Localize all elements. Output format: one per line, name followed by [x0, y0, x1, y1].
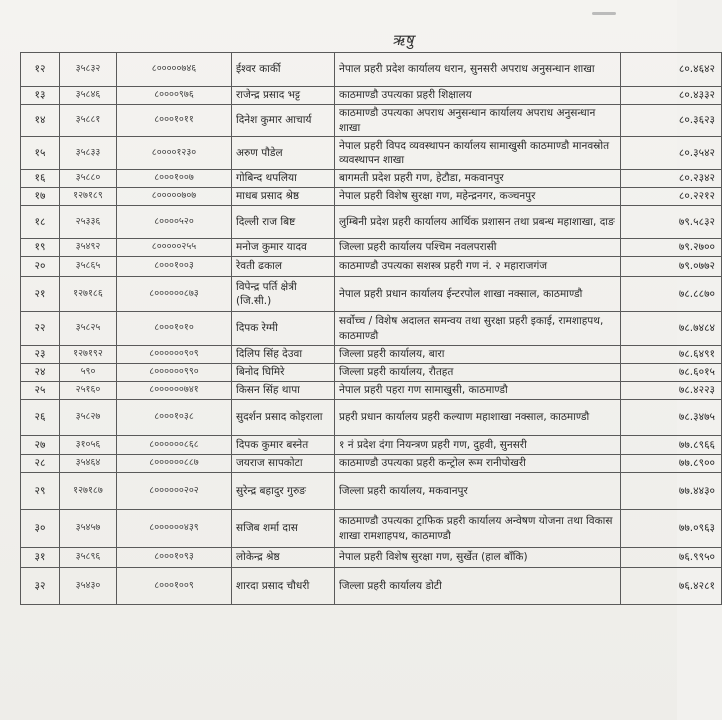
- score-cell: ७८.६४९१: [621, 346, 722, 364]
- table-row: [21, 188, 722, 206]
- office-cell: सर्वोच्च / विशेष अदालत समन्वय तथा सुरक्षा प्रहरी इकाई, रामशाहपथ, काठमाण्डौ: [335, 312, 621, 346]
- score-cell: ७७.४४३०: [621, 473, 722, 510]
- roll-number-cell: २५१६०: [60, 382, 117, 400]
- serial-number-cell: १५: [21, 137, 60, 170]
- roll-number-cell: ३५८८१: [60, 105, 117, 137]
- name-cell: दिपक रेग्मी: [232, 312, 335, 346]
- score-cell: ७८.३४७५: [621, 400, 722, 436]
- roll-number-cell: १२७१९२: [60, 346, 117, 364]
- table-row: [21, 277, 722, 312]
- office-cell: नेपाल प्रहरी प्रधान कार्यालय ईन्टरपोल शाखा नक्साल, काठमाण्डौ: [335, 277, 621, 312]
- code-number-cell: ८००००००४३९: [117, 510, 232, 548]
- code-number-cell: ८००००१२३०: [117, 137, 232, 170]
- table-row: [21, 400, 722, 436]
- code-number-cell: ८०००१०३८: [117, 400, 232, 436]
- office-cell: प्रहरी प्रधान कार्यालय प्रहरी कल्याण महाशाखा नक्साल, काठमाण्डौ: [335, 400, 621, 436]
- results-table: [20, 52, 722, 605]
- roll-number-cell: १२७१८६: [60, 277, 117, 312]
- score-cell: ७७.८९६६: [621, 436, 722, 455]
- code-number-cell: ८००००००८८७: [117, 455, 232, 473]
- table-row: [21, 346, 722, 364]
- serial-number-cell: १८: [21, 206, 60, 239]
- roll-number-cell: ३५८६५: [60, 257, 117, 277]
- serial-number-cell: १६: [21, 170, 60, 188]
- table-row: [21, 206, 722, 239]
- roll-number-cell: ३५४९२: [60, 239, 117, 257]
- name-cell: दिलिप सिंह देउवा: [232, 346, 335, 364]
- serial-number-cell: २७: [21, 436, 60, 455]
- score-cell: ८०.४३३२: [621, 87, 722, 105]
- code-number-cell: ८००००००९०९: [117, 346, 232, 364]
- name-cell: सजिब शर्मा दास: [232, 510, 335, 548]
- score-cell: ८०.४६४२: [621, 53, 722, 87]
- table-row: [21, 137, 722, 170]
- name-cell: दिनेश कुमार आचार्य: [232, 105, 335, 137]
- roll-number-cell: ३५८४६: [60, 87, 117, 105]
- code-number-cell: ८००००००२०२: [117, 473, 232, 510]
- name-cell: ईश्वर कार्की: [232, 53, 335, 87]
- office-cell: जिल्ला प्रहरी कार्यालय डोटी: [335, 568, 621, 605]
- office-cell: नेपाल प्रहरी विशेष सुरक्षा गण, महेन्द्रनगर, कञ्चनपुर: [335, 188, 621, 206]
- name-cell: दिल्ली राज बिष्ट: [232, 206, 335, 239]
- serial-number-cell: १७: [21, 188, 60, 206]
- roll-number-cell: ५९०: [60, 364, 117, 382]
- name-cell: अरुण पौडेल: [232, 137, 335, 170]
- serial-number-cell: १९: [21, 239, 60, 257]
- roll-number-cell: ३५८९६: [60, 548, 117, 568]
- corner-mark: [592, 12, 616, 15]
- office-cell: जिल्ला प्रहरी कार्यालय, रौतहत: [335, 364, 621, 382]
- code-number-cell: ८०००१०११: [117, 105, 232, 137]
- name-cell: लोकेन्द्र श्रेष्ठ: [232, 548, 335, 568]
- serial-number-cell: २०: [21, 257, 60, 277]
- score-cell: ७९.५८३२: [621, 206, 722, 239]
- code-number-cell: ८००००९७६: [117, 87, 232, 105]
- code-number-cell: ८००००००८७३: [117, 277, 232, 312]
- table-row: [21, 548, 722, 568]
- score-cell: ७९.०७७२: [621, 257, 722, 277]
- name-cell: जयराज सापकोटा: [232, 455, 335, 473]
- score-cell: ८०.३६२३: [621, 105, 722, 137]
- serial-number-cell: २४: [21, 364, 60, 382]
- roll-number-cell: १२७१८७: [60, 473, 117, 510]
- serial-number-cell: ३०: [21, 510, 60, 548]
- table-row: [21, 510, 722, 548]
- table-row: [21, 455, 722, 473]
- name-cell: रेवती ढकाल: [232, 257, 335, 277]
- name-cell: बिनोद घिमिरे: [232, 364, 335, 382]
- score-cell: ७८.४२२३: [621, 382, 722, 400]
- roll-number-cell: ३५८३२: [60, 53, 117, 87]
- code-number-cell: ८००००५२०: [117, 206, 232, 239]
- results-table-body: [21, 53, 722, 605]
- office-cell: काठमाण्डौ उपत्यका सशस्त्र प्रहरी गण नं. २ महाराजगंज: [335, 257, 621, 277]
- office-cell: जिल्ला प्रहरी कार्यालय, बारा: [335, 346, 621, 364]
- score-cell: ७८.६०१५: [621, 364, 722, 382]
- office-cell: लुम्बिनी प्रदेश प्रहरी कार्यालय आर्थिक प्रशासन तथा प्रबन्ध महाशाखा, दाङ: [335, 206, 621, 239]
- serial-number-cell: २२: [21, 312, 60, 346]
- table-row: [21, 105, 722, 137]
- office-cell: बागमती प्रदेश प्रहरी गण, हेटौडा, मकवानपुर: [335, 170, 621, 188]
- serial-number-cell: १३: [21, 87, 60, 105]
- serial-number-cell: ३१: [21, 548, 60, 568]
- office-cell: जिल्ला प्रहरी कार्यालय, मकवानपुर: [335, 473, 621, 510]
- score-cell: ८०.२३४२: [621, 170, 722, 188]
- office-cell: नेपाल प्रहरी पहरा गण सामाखुसी, काठमाण्डौ: [335, 382, 621, 400]
- serial-number-cell: १२: [21, 53, 60, 87]
- score-cell: ७८.८८७०: [621, 277, 722, 312]
- code-number-cell: ८००००००९९०: [117, 364, 232, 382]
- serial-number-cell: ३२: [21, 568, 60, 605]
- office-cell: काठमाण्डौ उपत्यका प्रहरी कन्ट्रोल रूम रानीपोखरी: [335, 455, 621, 473]
- table-row: [21, 436, 722, 455]
- office-cell: नेपाल प्रहरी प्रदेश कार्यालय धरान, सुनसरी अपराध अनुसन्धान शाखा: [335, 53, 621, 87]
- score-cell: ७९.२७००: [621, 239, 722, 257]
- office-cell: नेपाल प्रहरी विशेष सुरक्षा गण, सुर्खेत (हाल बाँकि): [335, 548, 621, 568]
- code-number-cell: ८०००१००७: [117, 170, 232, 188]
- score-cell: ७७.०९६३: [621, 510, 722, 548]
- code-number-cell: ८०००००७०७: [117, 188, 232, 206]
- score-cell: ७६.४२८१: [621, 568, 722, 605]
- table-row: [21, 170, 722, 188]
- serial-number-cell: २८: [21, 455, 60, 473]
- code-number-cell: ८००००००८६८: [117, 436, 232, 455]
- roll-number-cell: ३५४३०: [60, 568, 117, 605]
- code-number-cell: ८००००००७४१: [117, 382, 232, 400]
- table-row: [21, 382, 722, 400]
- name-cell: सुदर्शन प्रसाद कोइराला: [232, 400, 335, 436]
- code-number-cell: ८०००१००९: [117, 568, 232, 605]
- roll-number-cell: ३५४६४: [60, 455, 117, 473]
- table-row: [21, 87, 722, 105]
- code-number-cell: ८०००१०९३: [117, 548, 232, 568]
- roll-number-cell: ३५८२७: [60, 400, 117, 436]
- serial-number-cell: २५: [21, 382, 60, 400]
- score-cell: ७६.९९५०: [621, 548, 722, 568]
- office-cell: १ नं प्रदेश दंगा नियन्त्रण प्रहरी गण, दुहवी, सुनसरी: [335, 436, 621, 455]
- serial-number-cell: २९: [21, 473, 60, 510]
- roll-number-cell: १२७१८९: [60, 188, 117, 206]
- score-cell: ७८.७४८४: [621, 312, 722, 346]
- name-cell: दिपक कुमार बस्नेत: [232, 436, 335, 455]
- roll-number-cell: ३५८८०: [60, 170, 117, 188]
- score-cell: ८०.३५४२: [621, 137, 722, 170]
- name-cell: किसन सिंह थापा: [232, 382, 335, 400]
- code-number-cell: ८०००१००३: [117, 257, 232, 277]
- name-cell: राजेन्द्र प्रसाद भट्ट: [232, 87, 335, 105]
- code-number-cell: ८०००००२५५: [117, 239, 232, 257]
- score-cell: ७७.८९००: [621, 455, 722, 473]
- name-cell: मनोज कुमार यादव: [232, 239, 335, 257]
- office-cell: नेपाल प्रहरी विपद व्यवस्थापन कार्यालय सामाखुसी काठमाण्डौ मानवस्रोत व्यवस्थापन शाखा: [335, 137, 621, 170]
- serial-number-cell: २६: [21, 400, 60, 436]
- table-row: [21, 312, 722, 346]
- roll-number-cell: २५३३६: [60, 206, 117, 239]
- score-cell: ८०.२२१२: [621, 188, 722, 206]
- table-row: [21, 257, 722, 277]
- office-cell: काठमाण्डौ उपत्यका अपराध अनुसन्धान कार्यालय अपराध अनुसन्धान शाखा: [335, 105, 621, 137]
- name-cell: माधब प्रसाद श्रेष्ठ: [232, 188, 335, 206]
- name-cell: सुरेन्द्र बहादुर गुरुङ: [232, 473, 335, 510]
- office-cell: काठमाण्डौ उपत्यका ट्राफिक प्रहरी कार्यालय अन्वेषण योजना तथा विकास शाखा रामशाहपथ, काठमाण्डौ: [335, 510, 621, 548]
- serial-number-cell: १४: [21, 105, 60, 137]
- table-row: [21, 473, 722, 510]
- roll-number-cell: ३५८२५: [60, 312, 117, 346]
- table-row: [21, 568, 722, 605]
- serial-number-cell: २१: [21, 277, 60, 312]
- name-cell: विपेन्द्र पर्ति क्षेत्री (जि.सी.): [232, 277, 335, 312]
- roll-number-cell: ३१०५६: [60, 436, 117, 455]
- code-number-cell: ८०००१०१०: [117, 312, 232, 346]
- serial-number-cell: २३: [21, 346, 60, 364]
- table-row: [21, 239, 722, 257]
- roll-number-cell: ३५८३३: [60, 137, 117, 170]
- name-cell: शारदा प्रसाद चौधरी: [232, 568, 335, 605]
- table-row: [21, 364, 722, 382]
- office-cell: काठमाण्डौ उपत्यका प्रहरी शिक्षालय: [335, 87, 621, 105]
- table-row: [21, 53, 722, 87]
- name-cell: गोबिन्द थपलिया: [232, 170, 335, 188]
- code-number-cell: ८०००००७४६: [117, 53, 232, 87]
- roll-number-cell: ३५४५७: [60, 510, 117, 548]
- office-cell: जिल्ला प्रहरी कार्यालय पश्चिम नवलपरासी: [335, 239, 621, 257]
- signature: ऋषु: [392, 31, 414, 49]
